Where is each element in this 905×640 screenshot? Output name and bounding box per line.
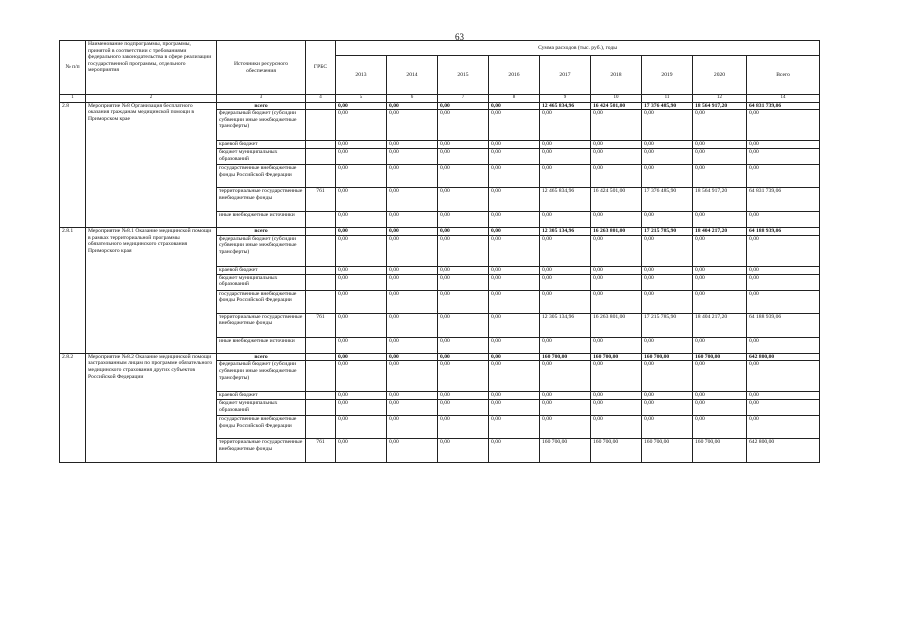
funding-source: бюджет муниципальных образований [217, 149, 306, 165]
amount-cell: 0,00 [387, 361, 438, 392]
amount-cell: 0,00 [540, 337, 591, 353]
amount-cell: 0,00 [438, 400, 489, 416]
amount-cell: 0,00 [642, 400, 693, 416]
amount-cell: 0,00 [642, 149, 693, 165]
amount-cell: 160 700,00 [642, 353, 693, 361]
amount-cell: 0,00 [438, 361, 489, 392]
amount-cell: 0,00 [438, 416, 489, 439]
header-source: Источники ресурсного обеспечения [217, 41, 306, 95]
amount-cell: 0,00 [540, 165, 591, 188]
amount-cell: 0,00 [747, 290, 820, 313]
amount-cell: 0,00 [693, 290, 747, 313]
amount-cell: 0,00 [540, 400, 591, 416]
grbs-code [306, 353, 336, 361]
header-year: 2015 [438, 56, 489, 95]
amount-cell: 0,00 [642, 416, 693, 439]
amount-cell: 0,00 [387, 416, 438, 439]
grbs-code [306, 361, 336, 392]
section-id: 2.8.1 [60, 228, 86, 354]
grbs-code [306, 416, 336, 439]
amount-cell: 0,00 [387, 439, 438, 463]
amount-cell: 0,00 [489, 416, 540, 439]
amount-cell: 0,00 [642, 392, 693, 400]
amount-cell: 0,00 [642, 361, 693, 392]
grbs-code [306, 392, 336, 400]
funding-source: всего [217, 228, 306, 236]
amount-cell: 0,00 [693, 266, 747, 274]
amount-cell: 0,00 [591, 149, 642, 165]
amount-cell: 0,00 [747, 274, 820, 290]
amount-cell: 64 831 739,06 [747, 102, 820, 110]
funding-source: краевой бюджет [217, 392, 306, 400]
amount-cell: 0,00 [591, 361, 642, 392]
amount-cell: 0,00 [489, 274, 540, 290]
index-cell: 1 [60, 95, 86, 103]
amount-cell: 0,00 [489, 392, 540, 400]
grbs-code [306, 228, 336, 236]
funding-source: территориальные государственные внебюджетные фонды [217, 188, 306, 212]
amount-cell: 18 564 917,20 [693, 102, 747, 110]
amount-cell: 0,00 [489, 235, 540, 266]
amount-cell: 0,00 [642, 165, 693, 188]
section-id: 2.8.2 [60, 353, 86, 463]
amount-cell: 0,00 [693, 400, 747, 416]
amount-cell: 0,00 [438, 141, 489, 149]
amount-cell: 0,00 [747, 235, 820, 266]
amount-cell: 0,00 [693, 165, 747, 188]
amount-cell: 0,00 [438, 392, 489, 400]
amount-cell: 0,00 [591, 141, 642, 149]
amount-cell: 0,00 [642, 290, 693, 313]
amount-cell: 0,00 [387, 102, 438, 110]
amount-cell: 0,00 [489, 400, 540, 416]
amount-cell: 0,00 [438, 188, 489, 212]
amount-cell: 0,00 [693, 110, 747, 141]
amount-cell: 12 305 134,96 [540, 228, 591, 236]
amount-cell: 16 263 801,00 [591, 313, 642, 337]
amount-cell: 0,00 [642, 274, 693, 290]
amount-cell: 0,00 [387, 392, 438, 400]
expenditure-table [59, 40, 820, 463]
amount-cell: 0,00 [336, 361, 387, 392]
amount-cell: 160 700,00 [693, 353, 747, 361]
amount-cell: 0,00 [336, 400, 387, 416]
amount-cell: 0,00 [540, 274, 591, 290]
amount-cell: 17 376 485,90 [642, 188, 693, 212]
funding-source: государственные внебюджетные фонды Российской Федерации [217, 290, 306, 313]
header-year: 2013 [336, 56, 387, 95]
amount-cell: 0,00 [336, 149, 387, 165]
amount-cell: 0,00 [642, 110, 693, 141]
header-year: 2017 [540, 56, 591, 95]
amount-cell: 12 305 134,96 [540, 313, 591, 337]
amount-cell: 0,00 [489, 290, 540, 313]
amount-cell: 0,00 [438, 149, 489, 165]
amount-cell: 18 404 217,20 [693, 313, 747, 337]
funding-source: государственные внебюджетные фонды Российской Федерации [217, 165, 306, 188]
amount-cell: 0,00 [336, 188, 387, 212]
amount-cell: 17 215 785,90 [642, 313, 693, 337]
amount-cell: 0,00 [693, 149, 747, 165]
amount-cell: 0,00 [693, 212, 747, 228]
amount-cell: 0,00 [591, 235, 642, 266]
amount-cell: 0,00 [693, 274, 747, 290]
header-year: 2018 [591, 56, 642, 95]
amount-cell: 0,00 [438, 353, 489, 361]
amount-cell: 0,00 [693, 141, 747, 149]
index-cell: 12 [693, 95, 747, 103]
index-cell: 4 [306, 95, 336, 103]
amount-cell: 0,00 [336, 337, 387, 353]
amount-cell: 0,00 [387, 188, 438, 212]
amount-cell: 0,00 [540, 149, 591, 165]
table-row [60, 102, 820, 110]
amount-cell: 0,00 [591, 212, 642, 228]
amount-cell: 0,00 [438, 165, 489, 188]
amount-cell: 0,00 [591, 266, 642, 274]
amount-cell: 0,00 [387, 274, 438, 290]
section-title: Мероприятие №8.1 Оказание медицинской помощи в рамках территориальной программы обязательного медицинского страхования Приморского края [86, 228, 217, 354]
amount-cell: 0,00 [336, 290, 387, 313]
amount-cell: 160 700,00 [591, 353, 642, 361]
amount-cell: 0,00 [489, 266, 540, 274]
amount-cell: 0,00 [336, 110, 387, 141]
grbs-code [306, 141, 336, 149]
index-cell: 9 [540, 95, 591, 103]
amount-cell: 0,00 [438, 274, 489, 290]
amount-cell: 0,00 [438, 212, 489, 228]
amount-cell: 0,00 [336, 274, 387, 290]
amount-cell: 0,00 [387, 141, 438, 149]
amount-cell: 0,00 [489, 337, 540, 353]
amount-cell: 0,00 [489, 228, 540, 236]
amount-cell: 0,00 [747, 266, 820, 274]
funding-source: бюджет муниципальных образований [217, 274, 306, 290]
page-number: 63 [455, 32, 464, 42]
amount-cell: 0,00 [387, 228, 438, 236]
grbs-code [306, 102, 336, 110]
amount-cell: 0,00 [489, 149, 540, 165]
amount-cell: 0,00 [747, 416, 820, 439]
grbs-code [306, 212, 336, 228]
amount-cell: 16 424 501,00 [591, 102, 642, 110]
amount-cell: 160 700,00 [591, 439, 642, 463]
amount-cell: 0,00 [336, 266, 387, 274]
amount-cell: 0,00 [747, 110, 820, 141]
funding-source: иные внебюджетные источники [217, 212, 306, 228]
amount-cell: 0,00 [540, 235, 591, 266]
funding-source: территориальные государственные внебюджетные фонды [217, 439, 306, 463]
amount-cell: 0,00 [747, 149, 820, 165]
amount-cell: 0,00 [693, 361, 747, 392]
amount-cell: 160 700,00 [540, 439, 591, 463]
amount-cell: 0,00 [591, 165, 642, 188]
grbs-code [306, 337, 336, 353]
index-cell: 5 [336, 95, 387, 103]
amount-cell: 0,00 [540, 392, 591, 400]
grbs-code: 761 [306, 313, 336, 337]
index-cell: 3 [217, 95, 306, 103]
funding-source: территориальные государственные внебюджетные фонды [217, 313, 306, 337]
grbs-code [306, 274, 336, 290]
amount-cell: 18 404 217,20 [693, 228, 747, 236]
header-year: 2019 [642, 56, 693, 95]
index-cell: 8 [489, 95, 540, 103]
amount-cell: 0,00 [438, 337, 489, 353]
amount-cell: 0,00 [336, 228, 387, 236]
funding-source: федеральный бюджет (субсидии субвенции иные межбюджетные трансферты) [217, 361, 306, 392]
header-year: 2016 [489, 56, 540, 95]
amount-cell: 0,00 [387, 337, 438, 353]
grbs-code [306, 400, 336, 416]
amount-cell: 0,00 [387, 235, 438, 266]
amount-cell: 0,00 [591, 337, 642, 353]
funding-source: всего [217, 353, 306, 361]
amount-cell: 0,00 [540, 361, 591, 392]
amount-cell: 0,00 [489, 212, 540, 228]
amount-cell: 0,00 [642, 266, 693, 274]
amount-cell: 0,00 [747, 212, 820, 228]
amount-cell: 0,00 [336, 353, 387, 361]
header-year: Всего [747, 56, 820, 95]
amount-cell: 0,00 [387, 266, 438, 274]
index-cell: 11 [642, 95, 693, 103]
amount-cell: 0,00 [438, 266, 489, 274]
funding-source: всего [217, 102, 306, 110]
amount-cell: 0,00 [387, 313, 438, 337]
amount-cell: 0,00 [438, 110, 489, 141]
amount-cell: 0,00 [591, 274, 642, 290]
amount-cell: 0,00 [336, 102, 387, 110]
amount-cell: 0,00 [591, 400, 642, 416]
amount-cell: 64 188 939,06 [747, 313, 820, 337]
amount-cell: 0,00 [336, 439, 387, 463]
section-title: Мероприятие №8 Организация бесплатного оказания гражданам медицинской помощи в Приморском крае [86, 102, 217, 228]
section-id: 2.8 [60, 102, 86, 228]
amount-cell: 0,00 [693, 337, 747, 353]
amount-cell: 0,00 [336, 235, 387, 266]
amount-cell: 0,00 [336, 313, 387, 337]
amount-cell: 16 263 801,00 [591, 228, 642, 236]
amount-cell: 160 700,00 [642, 439, 693, 463]
amount-cell: 0,00 [540, 141, 591, 149]
amount-cell: 0,00 [693, 416, 747, 439]
grbs-code: 761 [306, 439, 336, 463]
amount-cell: 0,00 [387, 149, 438, 165]
grbs-code [306, 266, 336, 274]
amount-cell: 0,00 [642, 235, 693, 266]
amount-cell: 0,00 [387, 165, 438, 188]
funding-source: краевой бюджет [217, 141, 306, 149]
amount-cell: 0,00 [489, 353, 540, 361]
grbs-code [306, 235, 336, 266]
amount-cell: 0,00 [642, 212, 693, 228]
amount-cell: 0,00 [438, 102, 489, 110]
header-year: 2020 [693, 56, 747, 95]
amount-cell: 0,00 [387, 110, 438, 141]
amount-cell: 160 700,00 [540, 353, 591, 361]
amount-cell: 18 564 917,20 [693, 188, 747, 212]
amount-cell: 0,00 [489, 439, 540, 463]
funding-source: государственные внебюджетные фонды Российской Федерации [217, 416, 306, 439]
amount-cell: 0,00 [693, 392, 747, 400]
amount-cell: 0,00 [747, 400, 820, 416]
amount-cell: 0,00 [591, 110, 642, 141]
amount-cell: 12 465 834,96 [540, 188, 591, 212]
amount-cell: 0,00 [747, 392, 820, 400]
index-row [60, 95, 820, 103]
amount-cell: 17 376 485,90 [642, 102, 693, 110]
amount-cell: 0,00 [387, 353, 438, 361]
index-cell: 14 [747, 95, 820, 103]
amount-cell: 0,00 [642, 337, 693, 353]
amount-cell: 0,00 [336, 416, 387, 439]
amount-cell: 64 831 739,06 [747, 188, 820, 212]
amount-cell: 0,00 [336, 165, 387, 188]
funding-source: иные внебюджетные источники [217, 337, 306, 353]
amount-cell: 0,00 [489, 110, 540, 141]
amount-cell: 0,00 [693, 235, 747, 266]
amount-cell: 0,00 [747, 337, 820, 353]
amount-cell: 0,00 [540, 416, 591, 439]
header-grbs: ГРБС [306, 41, 336, 95]
funding-source: бюджет муниципальных образований [217, 400, 306, 416]
amount-cell: 0,00 [591, 290, 642, 313]
grbs-code: 761 [306, 188, 336, 212]
amount-cell: 0,00 [489, 361, 540, 392]
amount-cell: 0,00 [387, 290, 438, 313]
amount-cell: 0,00 [540, 290, 591, 313]
amount-cell: 0,00 [489, 313, 540, 337]
funding-source: федеральный бюджет (субсидии субвенции иные межбюджетные трансферты) [217, 110, 306, 141]
amount-cell: 0,00 [438, 228, 489, 236]
header-no: № п/п [60, 41, 86, 95]
amount-cell: 160 700,00 [693, 439, 747, 463]
index-cell: 6 [387, 95, 438, 103]
amount-cell: 0,00 [489, 102, 540, 110]
amount-cell: 0,00 [747, 361, 820, 392]
grbs-code [306, 149, 336, 165]
amount-cell: 0,00 [489, 141, 540, 149]
amount-cell: 0,00 [387, 400, 438, 416]
amount-cell: 0,00 [747, 141, 820, 149]
funding-source: федеральный бюджет (субсидии субвенции иные межбюджетные трансферты) [217, 235, 306, 266]
grbs-code [306, 165, 336, 188]
index-cell: 2 [86, 95, 217, 103]
index-cell: 10 [591, 95, 642, 103]
grbs-code [306, 290, 336, 313]
header-name: Наименование подпрограммы, программы, принятой в соответствии с требованиями федерального законодательства в сфере реализации государственной программы, отдельного мероприятия [86, 41, 217, 95]
amount-cell: 642 800,00 [747, 353, 820, 361]
header-sum: Сумма расходов (тыс. руб.), годы [336, 41, 820, 56]
amount-cell: 0,00 [591, 392, 642, 400]
amount-cell: 0,00 [642, 141, 693, 149]
funding-source: краевой бюджет [217, 266, 306, 274]
table-body [60, 95, 820, 463]
amount-cell: 0,00 [438, 290, 489, 313]
amount-cell: 0,00 [540, 266, 591, 274]
amount-cell: 0,00 [336, 212, 387, 228]
amount-cell: 0,00 [591, 416, 642, 439]
amount-cell: 0,00 [540, 212, 591, 228]
table-row [60, 353, 820, 361]
grbs-code [306, 110, 336, 141]
amount-cell: 0,00 [540, 110, 591, 141]
amount-cell: 0,00 [489, 188, 540, 212]
amount-cell: 64 188 939,06 [747, 228, 820, 236]
amount-cell: 12 465 834,96 [540, 102, 591, 110]
index-cell: 7 [438, 95, 489, 103]
section-title: Мероприятие №8.2 Оказание медицинской помощи застрахованным лицам по программе обязательного медицинского страхования других субъектов Российской Федерации [86, 353, 217, 463]
header-year: 2014 [387, 56, 438, 95]
amount-cell: 0,00 [438, 439, 489, 463]
amount-cell: 0,00 [747, 165, 820, 188]
amount-cell: 0,00 [438, 313, 489, 337]
amount-cell: 17 215 785,90 [642, 228, 693, 236]
table-row [60, 228, 820, 236]
amount-cell: 0,00 [438, 235, 489, 266]
amount-cell: 0,00 [489, 165, 540, 188]
amount-cell: 0,00 [387, 212, 438, 228]
amount-cell: 16 424 501,00 [591, 188, 642, 212]
amount-cell: 0,00 [336, 141, 387, 149]
amount-cell: 0,00 [336, 392, 387, 400]
amount-cell: 642 800,00 [747, 439, 820, 463]
